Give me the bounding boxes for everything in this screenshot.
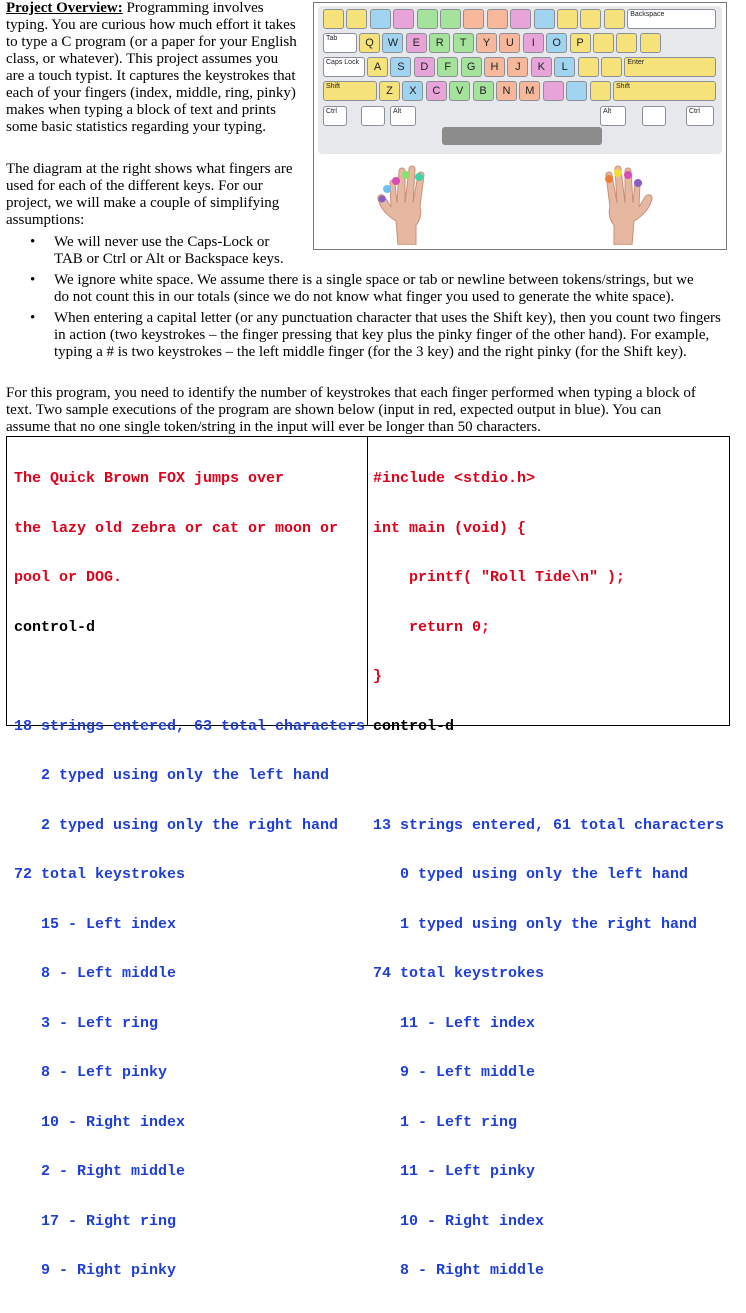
bullet-line: We ignore white space. We assume there is a single space or tab or newline between tokens/strings, but we: [54, 272, 694, 288]
bullet-dot: •: [30, 272, 36, 288]
left-thumb-marker: [379, 196, 386, 203]
sample1-control: control-d: [14, 618, 96, 636]
program-line: text. Two sample executions of the program are shown below (input in red, expected output in blue). You can: [6, 402, 662, 418]
number-row-key: [370, 9, 391, 29]
number-row-key: [346, 9, 367, 29]
diagram-line: used for each of the different keys. For our: [6, 178, 263, 194]
key-v: V: [449, 81, 470, 101]
key-l: L: [554, 57, 575, 77]
bullet-line: TAB or Ctrl or Alt or Backspace keys.: [54, 251, 284, 267]
semicolon-key: [578, 57, 599, 77]
blank-line: [14, 669, 365, 686]
bracket-key: [593, 33, 614, 53]
sample-divider: [367, 437, 368, 725]
number-row-key: [510, 9, 531, 29]
diagram-line: The diagram at the right shows what fingers are: [6, 161, 293, 177]
sample1-input-line: pool or DOG.: [14, 569, 123, 586]
number-row-key: [393, 9, 414, 29]
sample1-input-line: The Quick Brown FOX jumps over: [14, 470, 285, 487]
program-paragraph: [6, 385, 730, 436]
bullet-item-2: [30, 272, 730, 306]
key-r: R: [429, 33, 450, 53]
left-shift-key: Shift: [323, 81, 377, 101]
quote-key: [601, 57, 622, 77]
key-x: X: [402, 81, 423, 101]
sample-1: [14, 438, 365, 1313]
comma-key: [543, 81, 564, 101]
diagram-paragraph: [6, 161, 302, 229]
bullet-dot: •: [30, 234, 36, 250]
bracket-key: [640, 33, 661, 53]
right-windows-key: [642, 106, 666, 126]
number-row-key: [417, 9, 438, 29]
sample1-finger-line: 2 - Right middle: [14, 1163, 186, 1180]
key-q: Q: [359, 33, 380, 53]
sample1-finger-line: 3 - Left ring: [14, 1014, 159, 1032]
key-f: F: [437, 57, 458, 77]
sample-executions-box: [6, 436, 730, 1279]
key-t: T: [453, 33, 474, 53]
right-hand-illustration: [582, 163, 654, 245]
sample2-input-line: int main (void) {: [373, 519, 527, 537]
key-a: A: [367, 57, 388, 77]
key-i: I: [523, 33, 544, 53]
overview-line: each of your fingers (index, middle, ring, pinky): [6, 85, 296, 101]
sample2-input-line: }: [373, 668, 383, 685]
key-h: H: [484, 57, 505, 77]
key-k: K: [531, 57, 552, 77]
keyboard-finger-diagram: [313, 2, 727, 250]
left-middle-marker: [402, 171, 410, 179]
bullet-line: typing a # is two keystrokes – the left middle finger (for the 3 key) and the right pinky (for the Shift key).: [54, 344, 687, 360]
program-line: For this program, you need to identify the number of keystrokes that each finger performed when typing a block of: [6, 385, 696, 401]
caps-lock-key: Caps Lock: [323, 57, 365, 77]
sample2-finger-line: 10 - Right index: [373, 1212, 545, 1230]
sample1-finger-line: 8 - Left pinky: [14, 1064, 168, 1081]
bullet-dot: •: [30, 310, 36, 326]
sample2-finger-line: 11 - Left index: [373, 1014, 536, 1032]
tab-key: Tab: [323, 33, 357, 53]
bullet-item-3: [30, 310, 730, 361]
overview-line: typing. You are curious how much effort it takes: [6, 17, 296, 33]
key-s: S: [390, 57, 411, 77]
sample2-input-line: printf( "Roll Tide\n" );: [373, 569, 626, 586]
right-ctrl-key: Ctrl: [686, 106, 714, 126]
sample2-finger-line: 11 - Left pinky: [373, 1163, 536, 1180]
diagram-line: assumptions:: [6, 212, 85, 228]
sample1-finger-line: 10 - Right index: [14, 1113, 186, 1131]
sample2-total: 74 total keystrokes: [373, 965, 545, 982]
key-y: Y: [476, 33, 497, 53]
enter-key: Enter: [624, 57, 716, 77]
sample1-finger-line: 17 - Right ring: [14, 1212, 177, 1230]
key-c: C: [426, 81, 447, 101]
key-w: W: [382, 33, 403, 53]
overview-line: some basic statistics regarding your typing.: [6, 119, 266, 135]
number-row-key: [463, 9, 484, 29]
sample2-input-line: #include <stdio.h>: [373, 470, 536, 487]
bullet-line: When entering a capital letter (or any punctuation character that uses the Shift key), then you count two fingers: [54, 310, 721, 326]
bullet-line: do not count this in our totals (since we do not know what finger you used to generate the white space).: [54, 289, 675, 305]
left-index-marker: [415, 173, 423, 181]
sample1-total: 72 total keystrokes: [14, 866, 186, 883]
right-pinky-marker: [634, 179, 642, 187]
sample2-left-only: 0 typed using only the left hand: [373, 866, 689, 883]
bullet-line: We will never use the Caps-Lock or: [54, 234, 270, 250]
number-row-key: [557, 9, 578, 29]
sample1-finger-line: 8 - Left middle: [14, 965, 177, 982]
backspace-key: Backspace: [627, 9, 716, 29]
key-m: M: [519, 81, 540, 101]
key-z: Z: [379, 81, 400, 101]
sample2-right-only: 1 typed using only the right hand: [373, 915, 698, 933]
overview-line: to type a C program (or a paper for your English: [6, 34, 297, 50]
sample2-finger-line: 1 - Left ring: [373, 1113, 518, 1131]
sample1-summary: 18 strings entered, 63 total characters: [14, 717, 366, 735]
left-windows-key: [361, 106, 385, 126]
slash-key: [590, 81, 611, 101]
left-ctrl-key: Ctrl: [323, 106, 347, 126]
left-pinky-marker: [383, 185, 391, 193]
number-row-key: [440, 9, 461, 29]
sample2-finger-line: 9 - Left middle: [373, 1064, 536, 1081]
key-g: G: [461, 57, 482, 77]
left-ring-marker: [392, 177, 400, 185]
bracket-key: [616, 33, 637, 53]
right-shift-key: Shift: [613, 81, 716, 101]
overview-line: are a touch typist. It captures the keystrokes that: [6, 68, 296, 84]
right-alt-key: Alt: [600, 106, 626, 126]
overview-line-0: Project Overview: Programming involves: [6, 0, 264, 16]
overview-paragraph: [6, 0, 304, 136]
number-row-key: [534, 9, 555, 29]
sample1-finger-line: 15 - Left index: [14, 915, 177, 933]
sample-2: [373, 438, 724, 1313]
key-d: D: [414, 57, 435, 77]
key-p: P: [570, 33, 591, 53]
overview-line: makes when typing a block of text and prints: [6, 102, 276, 118]
sample1-finger-line: 9 - Right pinky: [14, 1262, 177, 1279]
sample1-input-line: the lazy old zebra or cat or moon or: [14, 519, 339, 537]
spacebar-key: [442, 127, 602, 145]
bullet-line: in action (two keystrokes – the finger pressing that key plus the pinky finger of the other hand). For example,: [54, 327, 710, 343]
bullet-item-1: [30, 234, 304, 268]
diagram-line: project, we will make a couple of simplifying: [6, 195, 280, 211]
sample1-right-only: 2 typed using only the right hand: [14, 816, 339, 834]
program-line: assume that no one single token/string in the input will ever be longer than 50 characters.: [6, 419, 541, 435]
key-u: U: [499, 33, 520, 53]
number-row-key: [604, 9, 625, 29]
overview-heading: Project Overview:: [6, 0, 123, 16]
left-hand-illustration: [376, 163, 448, 245]
key-n: N: [496, 81, 517, 101]
sample1-left-only: 2 typed using only the left hand: [14, 767, 330, 784]
sample2-summary: 13 strings entered, 61 total characters: [373, 816, 725, 834]
sample2-input-line: return 0;: [373, 618, 491, 636]
sample2-finger-line: 8 - Right middle: [373, 1262, 545, 1279]
period-key: [566, 81, 587, 101]
key-e: E: [406, 33, 427, 53]
left-alt-key: Alt: [390, 106, 416, 126]
right-middle-marker: [614, 169, 622, 177]
number-row-key: [323, 9, 344, 29]
number-row-key: [580, 9, 601, 29]
overview-line: class, or whatever). This project assumes you: [6, 51, 279, 67]
number-row-key: [487, 9, 508, 29]
blank-line: [373, 768, 724, 785]
sample2-control: control-d: [373, 717, 455, 735]
key-o: O: [546, 33, 567, 53]
right-ring-marker: [624, 171, 632, 179]
key-j: J: [507, 57, 528, 77]
right-index-marker: [605, 175, 613, 183]
key-b: B: [473, 81, 494, 101]
